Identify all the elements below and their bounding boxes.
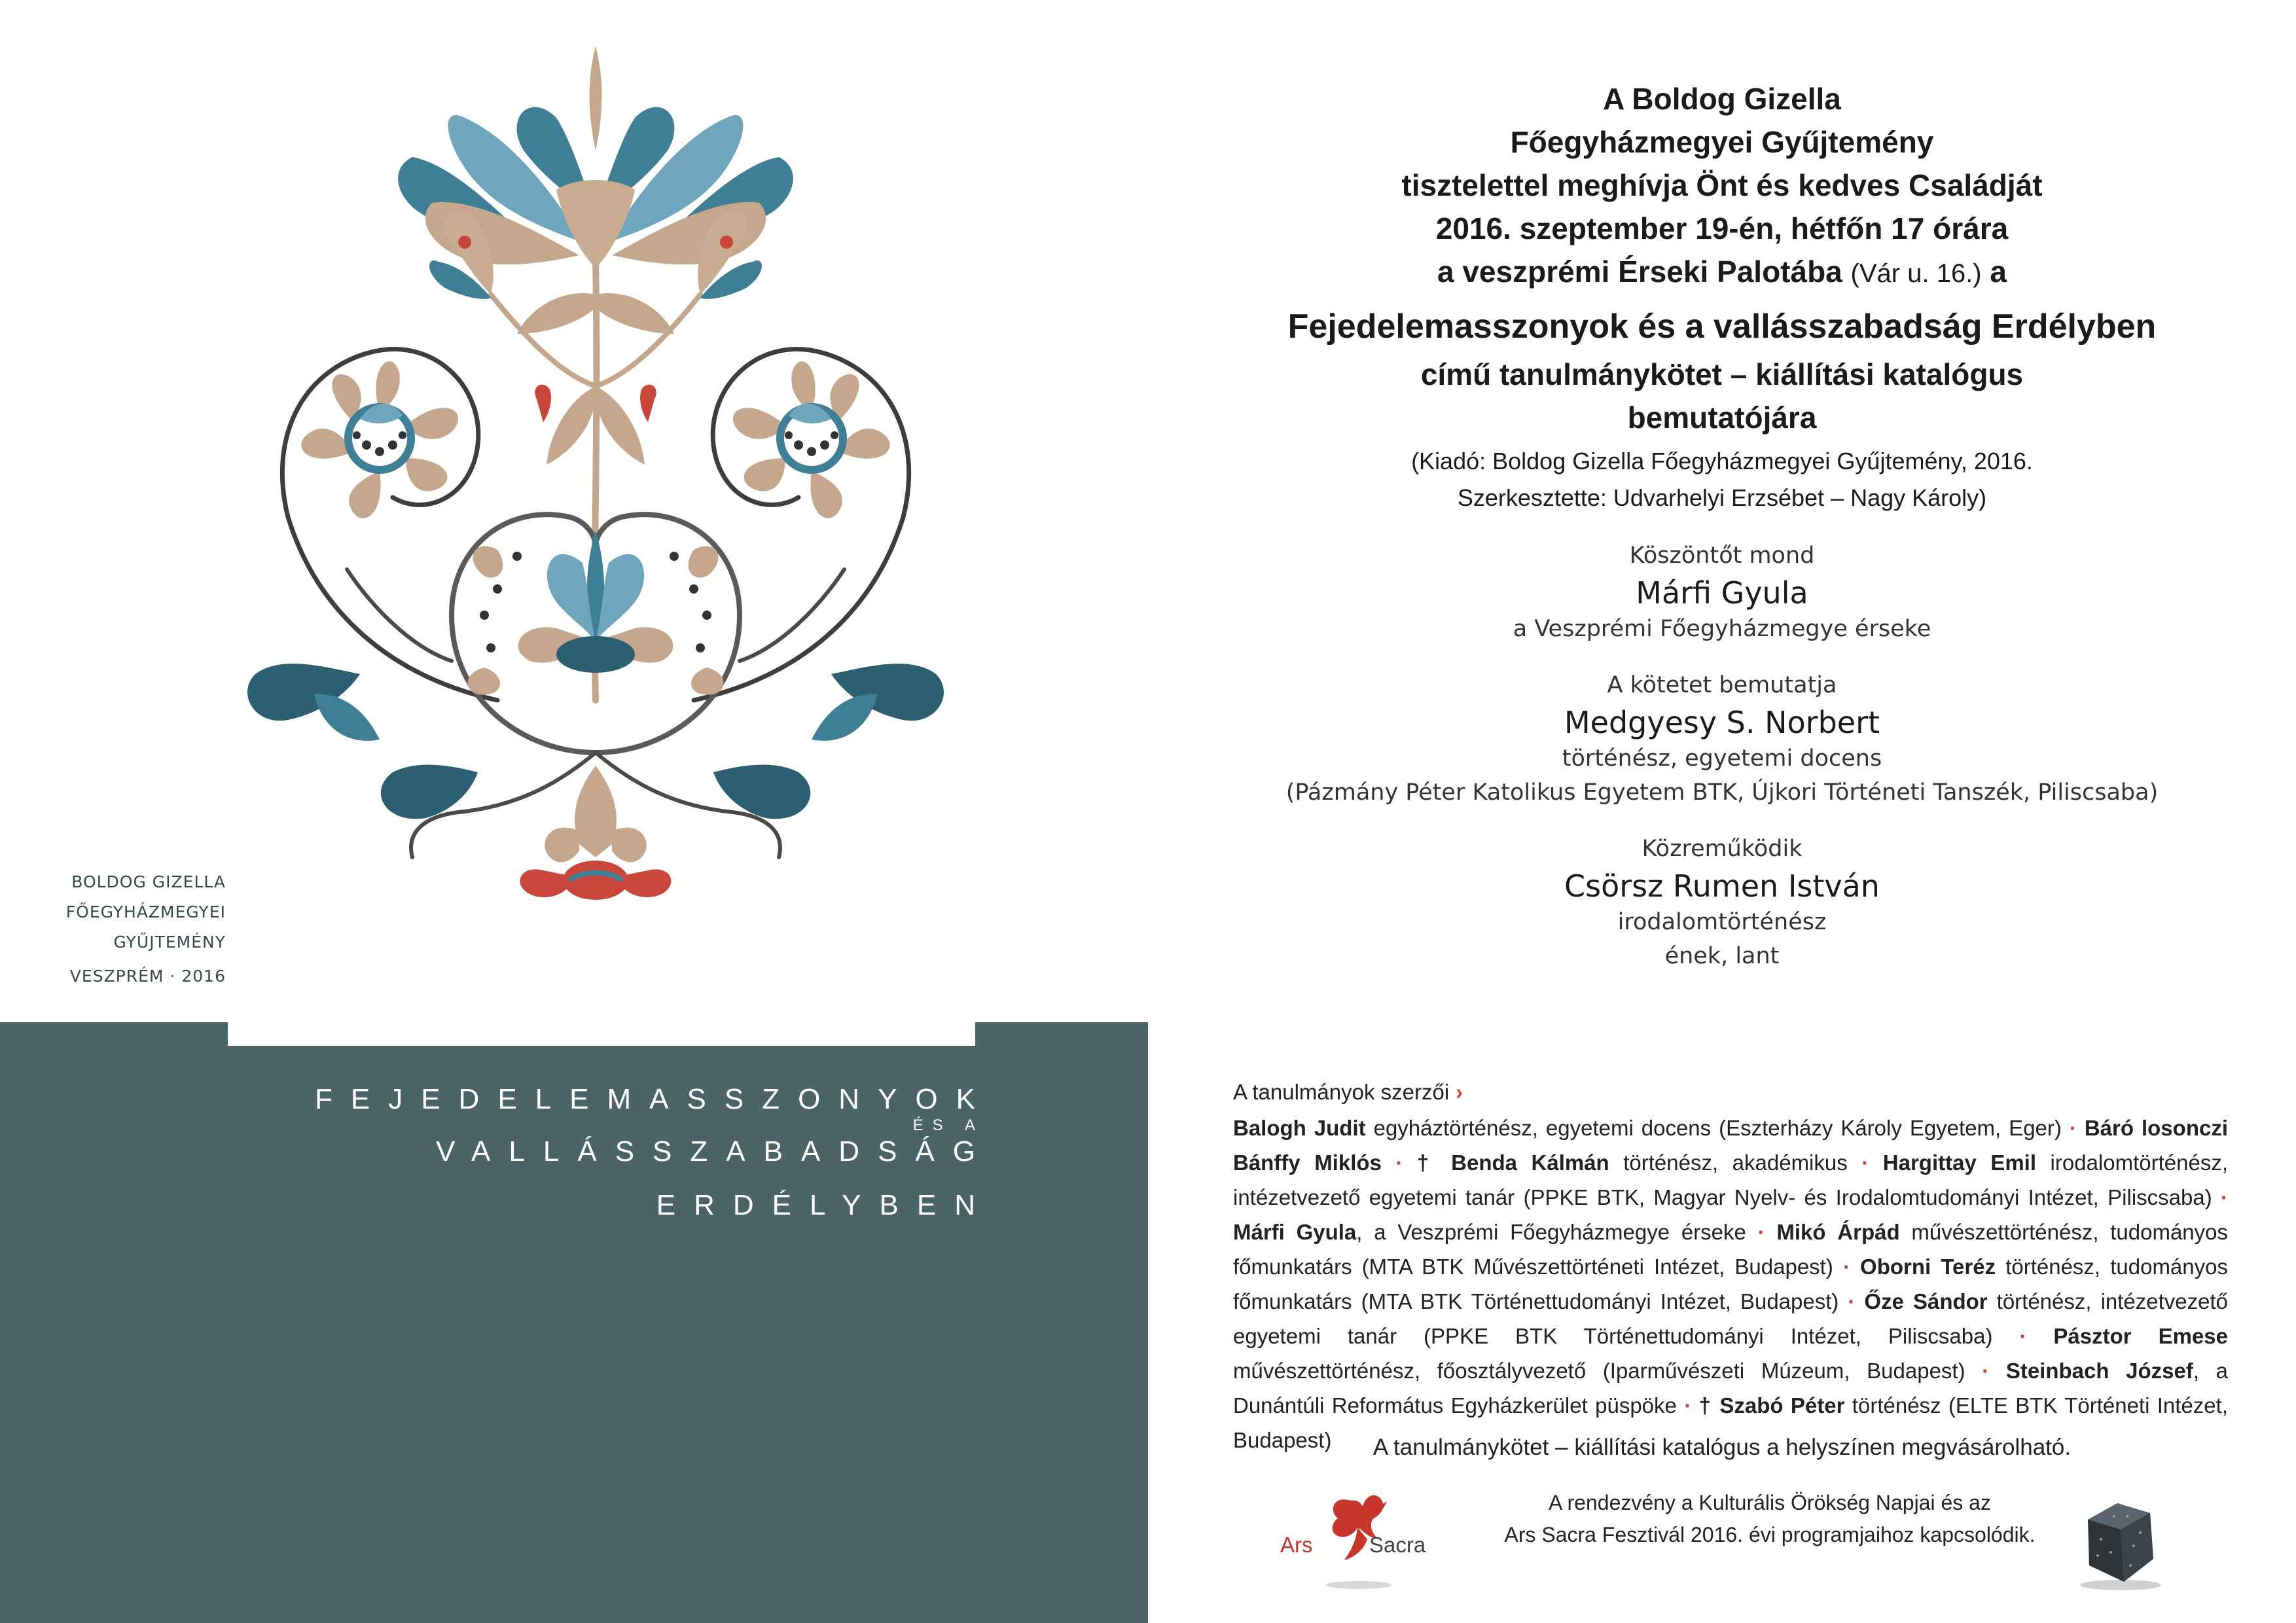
presenter-role: A kötetet bemutatja [1607,672,1837,698]
collection-year: 2016 [181,967,226,986]
occasion-line: bemutatójára [1627,401,1817,435]
stone-cube-logo [2075,1493,2166,1592]
author-description: , a Dunántúli Református Egyházkerület püspöke [1233,1359,2228,1418]
author-separator: · [2061,1116,2085,1140]
book-title: Fejedelemasszonyok és a vallásszabadság Erdélyben [1287,308,2157,346]
collection-line-1: BOLDOG GIZELLA [71,872,226,891]
author-separator: · [2212,1185,2228,1209]
performer-role: Közreműködik [1641,836,1803,862]
author-description: művészettörténész, főosztályvezető (Iparművészeti Múzeum, Budapest) [1233,1359,1965,1383]
event-note-line-2: Ars Sacra Fesztivál 2016. évi programjaihoz kapcsolódik. [1504,1523,2036,1546]
author-description: történész, tudományos főmunkatárs (MTA BTK Történettudományi Intézet, Budapest) [1233,1255,2228,1313]
presenter-desc-2: (Pázmány Péter Katolikus Egyetem BTK, Újkori Történeti Tanszék, Piliscsaba) [1285,779,2159,806]
purchase-note: A tanulmánykötet – kiállítási katalógus a helyszínen megvásárolható. [1372,1435,2072,1460]
arrow-icon: › [1456,1080,1463,1104]
presenter-name: Medgyesy S. Norbert [1564,705,1880,740]
collection-line-3: GYŰJTEMÉNY [113,933,226,952]
folk-embroidery-ornament [216,46,975,982]
author-name: Oborni Teréz [1860,1255,1996,1279]
author-name: Pásztor Emese [2053,1324,2229,1348]
collection-info [0,867,226,991]
author-name: Márfi Gyula [1233,1220,1357,1244]
author-description: művészettörténész, tudományos főmunkatárs (MTA BTK Művészettörténeti Intézet, Budapest) [1233,1220,2229,1279]
author-separator: · [1676,1393,1699,1418]
event-note-line-1: A rendezvény a Kulturális Örökség Napjai és az [1549,1491,1991,1514]
author-separator: · [1833,1255,1861,1279]
greeting-desc: a Veszprémi Főegyházmegye érseke [1513,616,1931,642]
publisher-line: (Kiadó: Boldog Gizella Főegyházmegyei Gyűjtemény, 2016. [1411,448,2033,474]
invitation-text [1148,77,2296,973]
place-name: a veszprémi Érseki Palotába [1437,255,1842,289]
author-description: egyháztörténész, egyetemi docens (Eszterházy Károly Egyetem, Eger) [1365,1116,2062,1140]
collection-place-year [0,961,226,991]
place-suffix: a [1990,255,2007,289]
author-description: történész, intézetvezető egyetemi tanár (PPKE BTK Történettudományi Intézet, Piliscsaba) [1233,1289,2229,1348]
author-separator: · [1992,1324,2054,1348]
editors-line: Szerkesztette: Udvarhelyi Erzsébet – Nagy Károly) [1457,484,1987,511]
author-name: Mikó Árpád [1776,1220,1900,1244]
author-separator: · [1381,1150,1417,1175]
author-separator: · [1839,1289,1865,1313]
invitation-panel [1148,0,2296,1623]
book-subtitle: című tanulmánykötet – kiállítási katalógus [1420,357,2024,391]
author-description: történész, akadémikus [1609,1150,1848,1175]
ars-logo-word-2: Sacra [1369,1533,1426,1557]
author-name: Hargittay Emil [1882,1150,2037,1175]
author-name: † Benda Kálmán [1416,1150,1609,1175]
author-name: Steinbach József [2005,1359,2193,1383]
collection-line-2: FŐEGYHÁZMEGYEI [65,902,226,921]
cover-title-line-4: ERDÉLYBEN [656,1189,994,1221]
author-description: történész (ELTE BTK Történeti Intézet, Budapest) [1233,1393,2228,1452]
greeting-role: Köszöntőt mond [1629,543,1815,569]
author-separator: · [1847,1150,1883,1175]
date-line: 2016. szeptember 19-én, hétfőn 17 órára [1435,211,2009,245]
authors-section [1233,1075,2228,1457]
authors-list [1233,1111,2228,1457]
cover-title-line-3: VALLÁSSZABADSÁG [435,1135,994,1168]
cover-white-tab [228,1022,975,1046]
greeting-name: Márfi Gyula [1636,575,1808,611]
performer-desc-2: ének, lant [1664,943,1780,969]
place-line [1148,250,2296,295]
ars-logo-word-1: Ars [1280,1533,1313,1557]
presenter-desc-1: történész, egyetemi docens [1562,745,1882,772]
author-separator: · [1965,1359,2006,1383]
author-description: irodalomtörténész, intézetvezető egyetemi tanár (PPKE BTK, Magyar Nyelv- és Irodalomtudományi Intézet, Piliscsaba) [1233,1150,2229,1209]
author-name: Balogh Judit [1233,1116,1366,1140]
authors-heading [1233,1075,2228,1109]
host-line-1: A Boldog Gizella [1603,82,1841,116]
collection-city: VESZPRÉM [69,967,164,986]
performer-desc-1: irodalomtörténész [1617,909,1827,935]
author-description: , a Veszprémi Főegyházmegye érseke [1356,1220,1746,1244]
author-name: Báró losonczi Bánffy Miklós [1233,1116,2228,1175]
cover-title-line-2: ÉS A [912,1116,984,1134]
cover-title-line-1: FEJEDELEMASSZONYOK [314,1083,994,1115]
author-name: Őze Sándor [1864,1289,1988,1313]
cover-title [314,1083,994,1222]
authors-heading-text: A tanulmányok szerzői [1233,1080,1450,1104]
collection-separator: · [170,967,176,986]
event-note [1475,1487,2064,1551]
author-name: † Szabó Péter [1698,1393,1845,1418]
performer-name: Csörsz Rumen István [1564,868,1880,904]
author-separator: · [1746,1220,1777,1244]
place-address: (Vár u. 16.) [1850,259,1982,288]
host-line-2: Főegyházmegyei Gyűjtemény [1510,125,1934,159]
invite-line: tisztelettel meghívja Önt és kedves Családját [1401,168,2043,202]
